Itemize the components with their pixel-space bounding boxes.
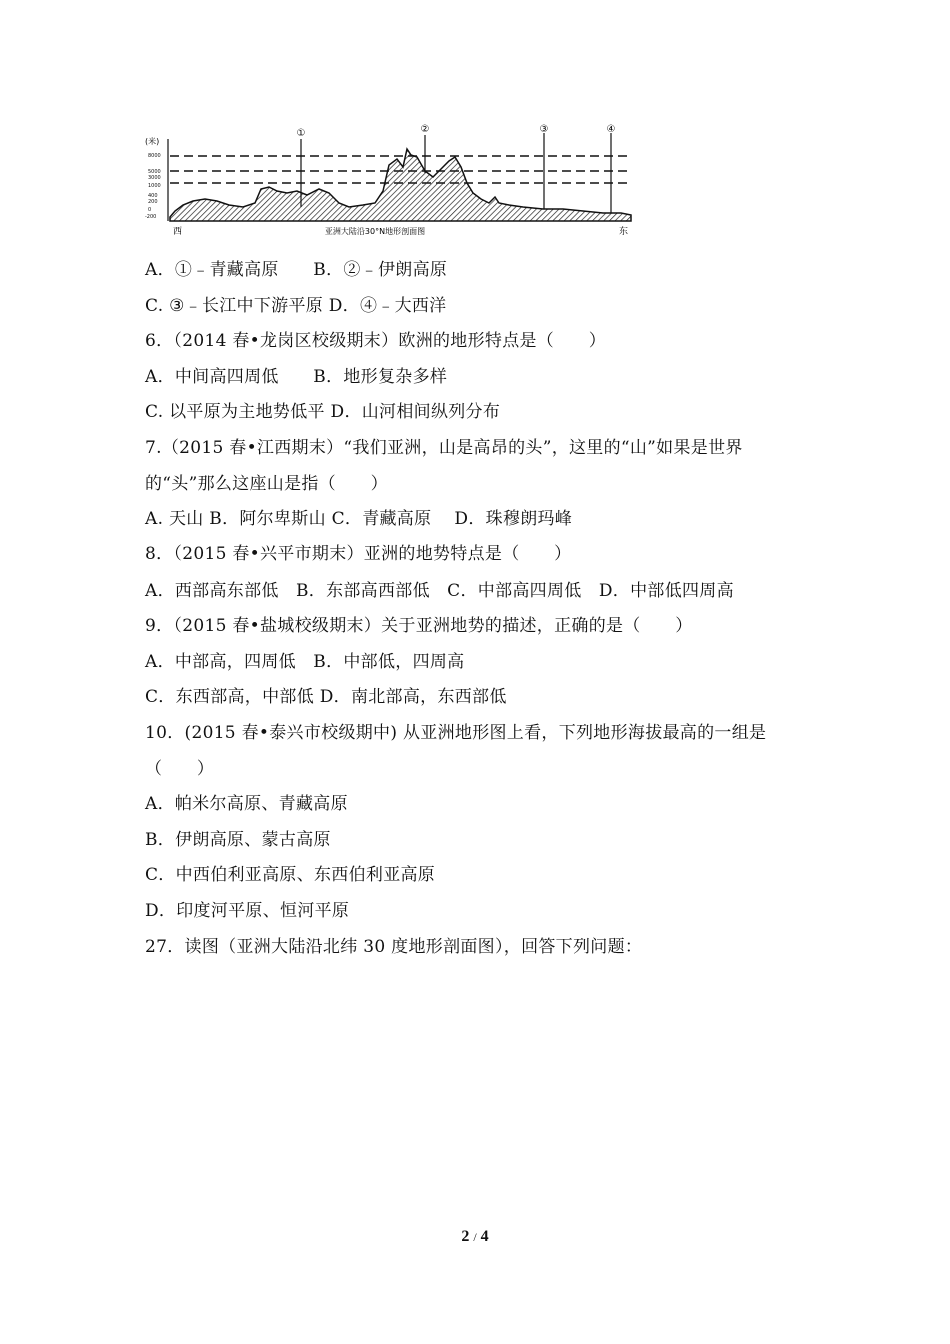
marker-label-1: ① [296,128,306,139]
question-10-option-d: D．印度河平原、恒河平原 [145,901,350,921]
question-5-options-cd: C. ③﹣长江中下游平原 D．④﹣大西洋 [145,296,447,316]
question-10-option-b: B．伊朗高原、蒙古高原 [145,830,331,850]
question-6-options-cd: C. 以平原为主地势低平 D．山河相间纵列分布 [145,402,501,422]
question-9-options-cd: C．东西部高，中部低 D．南北部高，东西部低 [145,687,507,707]
page-separator: / [473,1230,477,1244]
marker-label-4: ④ [606,124,616,135]
question-9-options-ab: A．中部高，四周低 B．中部低，四周高 [145,652,465,672]
question-10-option-a: A．帕米尔高原、青藏高原 [145,794,348,814]
question-7-stem-cont: 的“头”那么这座山是指（ ） [145,474,388,494]
west-label: 西 [173,227,183,237]
question-10-stem-cont: （ ） [145,759,215,779]
figure-caption: 亚洲大陆沿30°N地形剖面图 [324,227,426,236]
y-tick-label: 3000 [148,175,161,181]
marker-label-2: ② [420,124,430,135]
question-10-option-c: C．中西伯利亚高原、东西伯利亚高原 [145,865,436,885]
y-tick-label: 5000 [148,169,161,175]
terrain-profile [170,149,631,221]
current-page: 2 [461,1228,470,1245]
y-tick-label: 8000 [148,153,161,159]
y-tick-label: 400 [148,193,158,199]
page-number [0,1228,950,1246]
question-7-stem: 7.（2015 春•江西期末）“我们亚洲，山是高昂的头”，这里的“山”如果是世界 [145,438,743,458]
y-tick-label: 1000 [148,183,161,189]
question-27-stem: 27．读图（亚洲大陆沿北纬 30 度地形剖面图），回答下列问题： [145,937,643,957]
question-6-options-ab: A．中间高四周低 B．地形复杂多样 [145,367,448,387]
total-pages: 4 [480,1228,489,1245]
terrain-profile-figure [143,121,635,243]
east-label: 东 [619,227,629,237]
y-unit-label: (米) [145,137,160,146]
marker-label-3: ③ [539,124,549,135]
question-5-options-ab: A．①﹣青藏高原 B．②﹣伊朗高原 [145,260,448,280]
question-8-options: A．西部高东部低 B．东部高西部低 C．中部高四周低 D．中部低四周高 [145,581,734,601]
question-9-stem: 9．（2015 春•盐城校级期末）关于亚洲地势的描述，正确的是（ ） [145,616,693,636]
question-7-options: A. 天山 B．阿尔卑斯山 C．青藏高原 D．珠穆朗玛峰 [145,509,573,529]
question-10-stem: 10．(2015 春•泰兴市校级期中) 从亚洲地形图上看，下列地形海拔最高的一组是 [145,723,767,743]
question-8-stem: 8．（2015 春•兴平市期末）亚洲的地势特点是（ ） [145,544,572,564]
y-tick-label: 0 [148,207,152,213]
y-tick-label: 200 [148,199,158,205]
question-6-stem: 6．（2014 春•龙岗区校级期末）欧洲的地形特点是（ ） [145,331,607,351]
y-tick-label: -200 [145,214,157,220]
